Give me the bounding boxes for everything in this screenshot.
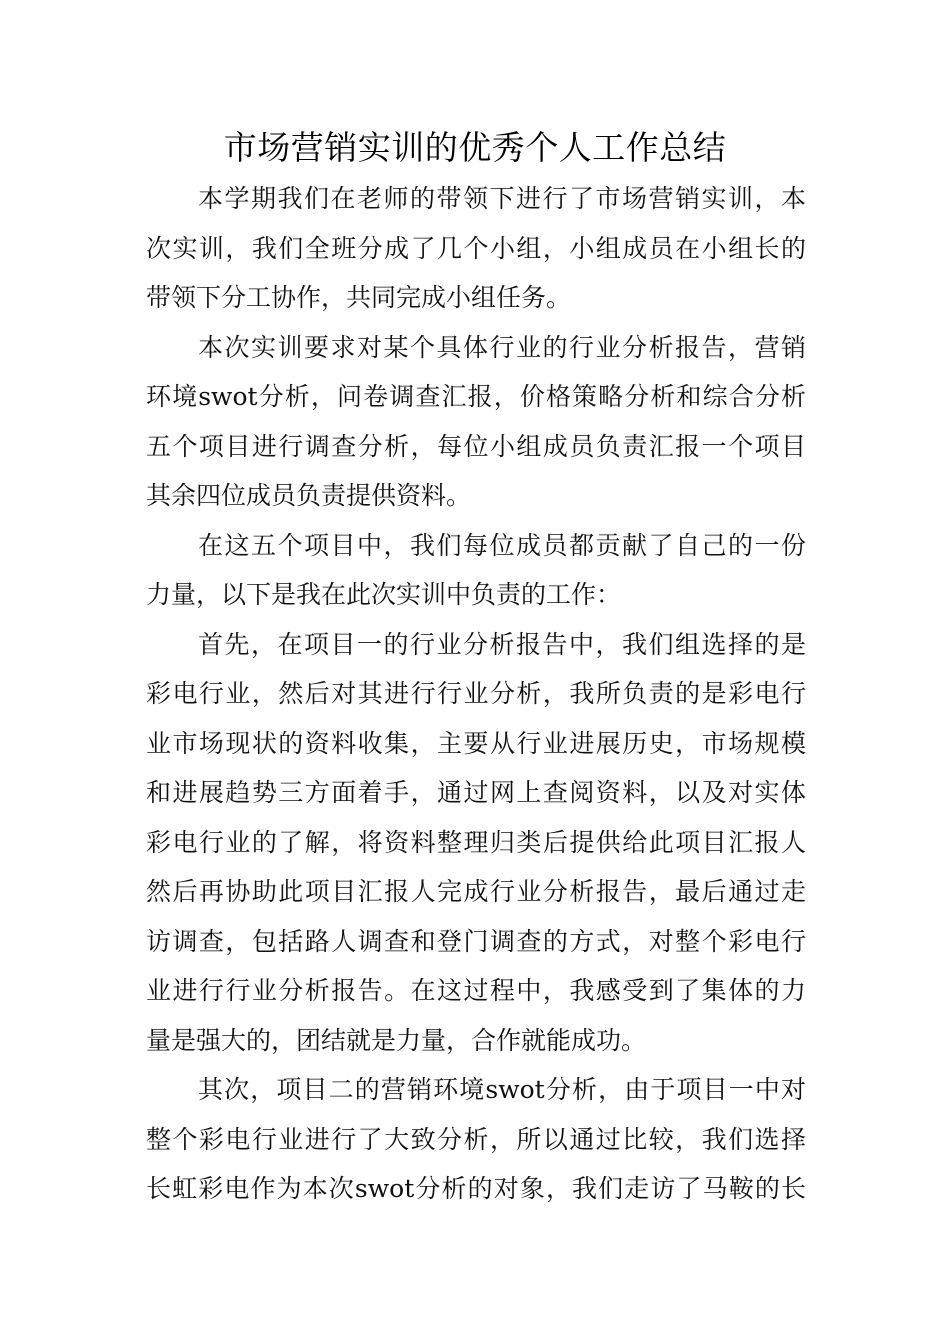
paragraph-line: 和进展趋势三方面着手，通过网上查阅资料，以及对实体 [146, 778, 806, 807]
paragraph-line: 次实训，我们全班分成了几个小组，小组成员在小组长的 [146, 234, 806, 263]
paragraph-line: 彩电行业的了解，将资料整理归类后提供给此项目汇报人 [146, 828, 806, 857]
paragraph-line: 在这五个项目中，我们每位成员都贡献了自己的一份 [198, 531, 806, 560]
paragraph-line: 其次，项目二的营销环境swot分析，由于项目一中对 [198, 1075, 806, 1104]
paragraph-line: 长虹彩电作为本次swot分析的对象，我们走访了马鞍的长 [146, 1174, 806, 1203]
paragraph-line: 整个彩电行业进行了大致分析，所以通过比较，我们选择 [146, 1125, 806, 1154]
paragraph-line: 力量，以下是我在此次实训中负责的工作： [146, 580, 622, 609]
paragraph-line: 其余四位成员负责提供资料。 [146, 481, 472, 510]
paragraph-line: 带领下分工协作，共同完成小组任务。 [146, 283, 572, 312]
paragraph-line: 然后再协助此项目汇报人完成行业分析报告，最后通过走 [146, 877, 806, 906]
paragraph-line: 业市场现状的资料收集，主要从行业进展历史，市场规模 [146, 729, 806, 758]
paragraph-line: 本次实训要求对某个具体行业的行业分析报告，营销 [198, 333, 806, 362]
paragraph-line: 首先，在项目一的行业分析报告中，我们组选择的是 [198, 630, 806, 659]
paragraph-line: 五个项目进行调查分析，每位小组成员负责汇报一个项目 [146, 432, 806, 461]
document-title: 市场营销实训的优秀个人工作总结 [223, 128, 727, 167]
paragraph-line: 业进行行业分析报告。在这过程中，我感受到了集体的力 [146, 976, 806, 1005]
paragraph-line: 访调查，包括路人调查和登门调查的方式，对整个彩电行 [146, 927, 806, 956]
paragraph-line: 本学期我们在老师的带领下进行了市场营销实训，本 [198, 184, 806, 213]
paragraph-line: 环境swot分析，问卷调查汇报，价格策略分析和综合分析 [146, 382, 806, 411]
paragraph-line: 彩电行业，然后对其进行行业分析，我所负责的是彩电行 [146, 679, 806, 708]
paragraph-line: 量是强大的，团结就是力量，合作就能成功。 [146, 1026, 647, 1055]
